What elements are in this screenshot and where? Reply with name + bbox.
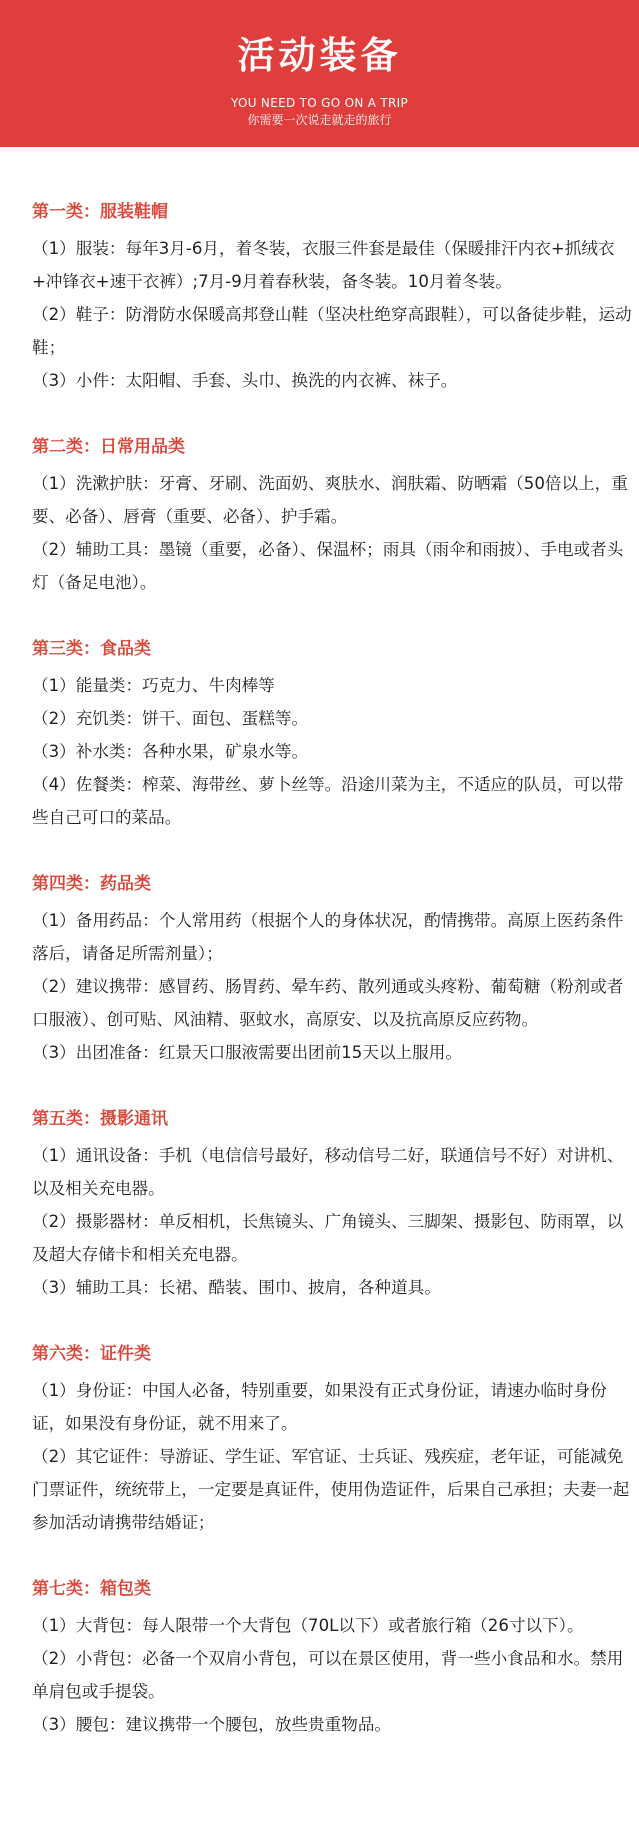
- subtitle-english: YOU NEED TO GO ON A TRIP: [231, 96, 408, 110]
- page-title: 活动装备: [237, 34, 402, 77]
- list-item: （1）通讯设备：手机（电信信号最好，移动信号二好，联通信号不好）对讲机、以及相关充电器。: [32, 1146, 624, 1198]
- list-item: （1）洗漱护肤：牙膏、牙刷、洗面奶、爽肤水、润肤霜、防晒霜（50倍以上，重要、必备）、唇膏（重要、必备）、护手霜。: [32, 474, 628, 526]
- section-title: 第七类：箱包类: [32, 1579, 151, 1599]
- list-item: （3）小件：太阳帽、手套、头巾、换洗的内衣裤、袜子。: [32, 371, 458, 390]
- list-item: （3）辅助工具：长裙、酷装、围巾、披肩，各种道具。: [32, 1278, 441, 1297]
- list-item: （2）鞋子：防滑防水保暖高邦登山鞋（坚决杜绝穿高跟鞋），可以备徒步鞋，运动鞋；: [32, 305, 632, 357]
- list-item: （1）身份证：中国人必备，特别重要，如果没有正式身份证，请速办临时身份证，如果没有身份证，就不用来了。: [32, 1381, 607, 1433]
- list-item: （2）充饥类：饼干、面包、蛋糕等。: [32, 709, 309, 728]
- list-item: （3）出团准备：红景天口服液需要出团前15天以上服用。: [32, 1043, 462, 1062]
- section-bags: [32, 1575, 632, 1741]
- section-food: [32, 635, 632, 834]
- list-item: （2）建议携带：感冒药、肠胃药、晕车药、散列通或头疼粉、葡萄糖（粉剂或者口服液）、创可贴、风油精、驱蚊水，高原安、以及抗高原反应药物。: [32, 977, 624, 1029]
- section-title: 第五类：摄影通讯: [32, 1109, 168, 1129]
- section-title: 第六类：证件类: [32, 1344, 151, 1364]
- section-documents: [32, 1340, 632, 1539]
- section-title: 第一类：服装鞋帽: [32, 202, 168, 222]
- list-item: （1）大背包：每人限带一个大背包（70L以下）或者旅行箱（26寸以下）。: [32, 1616, 584, 1635]
- list-item: （1）服装：每年3月-6月，着冬装，衣服三件套是最佳（保暖排汗内衣+抓绒衣+冲锋衣+速干衣裤）;7月-9月着春秋装，备冬装。10月着冬装。: [32, 239, 615, 291]
- list-item: （2）其它证件：导游证、学生证、军官证、士兵证、残疾症，老年证，可能减免门票证件，统统带上，一定要是真证件，使用伪造证件，后果自己承担；夫妻一起参加活动请携带结婚证；: [32, 1447, 630, 1532]
- section-photo-comms: [32, 1105, 632, 1304]
- section-medicine: [32, 870, 632, 1069]
- list-item: （3）补水类：各种水果，矿泉水等。: [32, 742, 309, 761]
- list-item: （1）能量类：巧克力、牛肉棒等: [32, 676, 275, 695]
- section-title: 第三类：食品类: [32, 639, 151, 659]
- section-title: 第四类：药品类: [32, 874, 151, 894]
- list-item: （3）腰包：建议携带一个腰包，放些贵重物品。: [32, 1715, 392, 1734]
- section-title: 第二类：日常用品类: [32, 437, 185, 457]
- list-item: （2）摄影器材：单反相机，长焦镜头、广角镜头、三脚架、摄影包、防雨罩，以及超大存储卡和相关充电器。: [32, 1212, 624, 1264]
- section-clothing: [32, 198, 632, 397]
- equipment-list: [32, 198, 632, 1777]
- section-daily-items: [32, 433, 632, 599]
- list-item: （2）小背包：必备一个双肩小背包，可以在景区使用，背一些小食品和水。禁用单肩包或手提袋。: [32, 1649, 624, 1701]
- list-item: （1）备用药品：个人常用药（根据个人的身体状况，酌情携带。高原上医药条件落后，请备足所需剂量）；: [32, 911, 624, 963]
- list-item: （4）佐餐类：榨菜、海带丝、萝卜丝等。沿途川菜为主，不适应的队员，可以带些自己可口的菜品。: [32, 775, 624, 827]
- subtitle-chinese: 你需要一次说走就走的旅行: [247, 113, 392, 127]
- list-item: （2）辅助工具：墨镜（重要，必备）、保温杯；雨具（雨伞和雨披）、手电或者头灯（备足电池）。: [32, 540, 624, 592]
- header-banner: [0, 0, 639, 147]
